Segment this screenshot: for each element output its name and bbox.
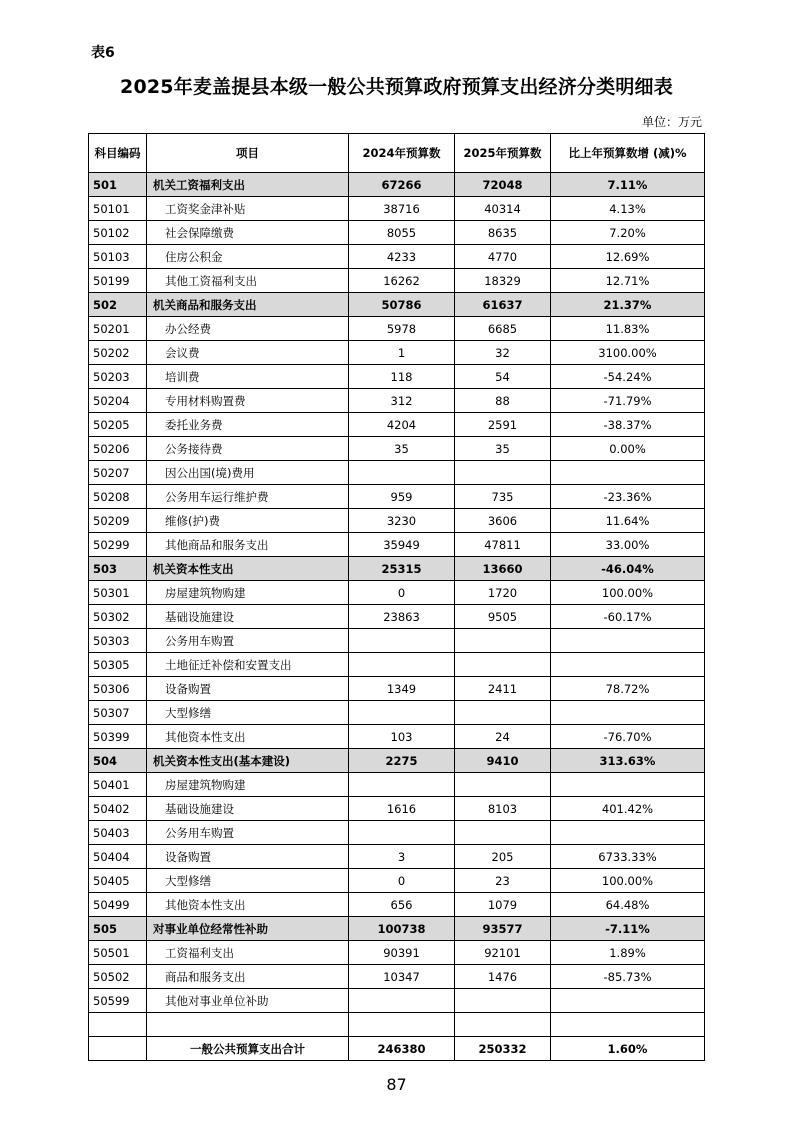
code-cell: 50207 <box>89 461 147 485</box>
item-cell: 工资奖金津补贴 <box>147 197 349 221</box>
item-cell: 其他商品和服务支出 <box>147 533 349 557</box>
table-row <box>89 221 705 245</box>
value-2024-cell: 103 <box>349 725 455 749</box>
table-row <box>89 725 705 749</box>
item-cell: 房屋建筑物购建 <box>147 773 349 797</box>
code-cell: 50206 <box>89 437 147 461</box>
total-change-cell: 1.60% <box>551 1037 705 1061</box>
value-2025-cell: 93577 <box>455 917 551 941</box>
code-cell <box>89 1013 147 1037</box>
value-2025-cell: 40314 <box>455 197 551 221</box>
table-header-row <box>89 134 705 173</box>
change-cell: 21.37% <box>551 293 705 317</box>
code-cell: 50102 <box>89 221 147 245</box>
code-cell: 50401 <box>89 773 147 797</box>
item-cell: 专用材料购置费 <box>147 389 349 413</box>
value-2024-cell: 23863 <box>349 605 455 629</box>
table-row <box>89 245 705 269</box>
page-title: 2025年麦盖提县本级一般公共预算政府预算支出经济分类明细表 <box>120 76 673 98</box>
table-row <box>89 821 705 845</box>
table-row <box>89 437 705 461</box>
value-2024-cell: 25315 <box>349 557 455 581</box>
item-cell: 培训费 <box>147 365 349 389</box>
item-cell: 办公经费 <box>147 317 349 341</box>
value-2024-cell: 2275 <box>349 749 455 773</box>
value-2025-cell: 47811 <box>455 533 551 557</box>
change-cell <box>551 701 705 725</box>
column-header-item: 项目 <box>147 134 349 173</box>
change-cell: 12.69% <box>551 245 705 269</box>
item-cell: 机关商品和服务支出 <box>147 293 349 317</box>
value-2025-cell: 8635 <box>455 221 551 245</box>
value-2025-cell: 6685 <box>455 317 551 341</box>
change-cell: -7.11% <box>551 917 705 941</box>
column-header-change: 比上年预算数增 (减)% <box>551 134 705 173</box>
table-row <box>89 653 705 677</box>
item-cell: 委托业务费 <box>147 413 349 437</box>
change-cell: -71.79% <box>551 389 705 413</box>
value-2024-cell: 10347 <box>349 965 455 989</box>
change-cell: 100.00% <box>551 581 705 605</box>
item-cell: 公务用车运行维护费 <box>147 485 349 509</box>
code-cell: 50502 <box>89 965 147 989</box>
code-cell: 50209 <box>89 509 147 533</box>
value-2025-cell: 88 <box>455 389 551 413</box>
value-2025-cell: 4770 <box>455 245 551 269</box>
column-header-2024: 2024年预算数 <box>349 134 455 173</box>
item-cell: 大型修缮 <box>147 701 349 725</box>
value-2025-cell: 735 <box>455 485 551 509</box>
change-cell: 7.11% <box>551 173 705 197</box>
change-cell <box>551 653 705 677</box>
code-cell: 50208 <box>89 485 147 509</box>
value-2025-cell <box>455 773 551 797</box>
value-2024-cell: 312 <box>349 389 455 413</box>
budget-table <box>88 133 705 1061</box>
table-row <box>89 629 705 653</box>
change-cell: -54.24% <box>551 365 705 389</box>
table-row <box>89 485 705 509</box>
value-2024-cell: 90391 <box>349 941 455 965</box>
item-cell: 基础设施建设 <box>147 797 349 821</box>
item-cell: 维修(护)费 <box>147 509 349 533</box>
value-2024-cell: 118 <box>349 365 455 389</box>
item-cell: 公务用车购置 <box>147 629 349 653</box>
change-cell: 4.13% <box>551 197 705 221</box>
table-body <box>89 173 705 1061</box>
item-cell: 设备购置 <box>147 677 349 701</box>
table-row <box>89 197 705 221</box>
table-row <box>89 941 705 965</box>
table-row <box>89 869 705 893</box>
change-cell: 64.48% <box>551 893 705 917</box>
category-row <box>89 173 705 197</box>
code-cell: 50203 <box>89 365 147 389</box>
change-cell <box>551 773 705 797</box>
change-cell: -38.37% <box>551 413 705 437</box>
item-cell: 公务用车购置 <box>147 821 349 845</box>
value-2024-cell: 0 <box>349 581 455 605</box>
change-cell <box>551 629 705 653</box>
value-2025-cell: 9505 <box>455 605 551 629</box>
code-cell: 50202 <box>89 341 147 365</box>
code-cell: 503 <box>89 557 147 581</box>
code-cell: 50303 <box>89 629 147 653</box>
item-cell: 其他资本性支出 <box>147 893 349 917</box>
value-2025-cell: 9410 <box>455 749 551 773</box>
item-cell: 其他对事业单位补助 <box>147 989 349 1013</box>
code-cell: 50199 <box>89 269 147 293</box>
table-row <box>89 317 705 341</box>
value-2024-cell <box>349 653 455 677</box>
change-cell: 1.89% <box>551 941 705 965</box>
code-cell: 50204 <box>89 389 147 413</box>
table-row <box>89 509 705 533</box>
item-cell: 商品和服务支出 <box>147 965 349 989</box>
change-cell: 7.20% <box>551 221 705 245</box>
value-2025-cell: 72048 <box>455 173 551 197</box>
column-header-2025: 2025年预算数 <box>455 134 551 173</box>
value-2024-cell: 3 <box>349 845 455 869</box>
change-cell: 100.00% <box>551 869 705 893</box>
code-cell: 50103 <box>89 245 147 269</box>
value-2025-cell: 1720 <box>455 581 551 605</box>
value-2024-cell: 1349 <box>349 677 455 701</box>
code-cell: 50307 <box>89 701 147 725</box>
value-2025-cell: 24 <box>455 725 551 749</box>
value-2025-cell <box>455 653 551 677</box>
code-cell: 50201 <box>89 317 147 341</box>
item-cell: 机关资本性支出 <box>147 557 349 581</box>
value-2025-cell: 92101 <box>455 941 551 965</box>
code-cell: 50403 <box>89 821 147 845</box>
change-cell: 6733.33% <box>551 845 705 869</box>
value-2025-cell <box>455 461 551 485</box>
table-row <box>89 605 705 629</box>
change-cell: 313.63% <box>551 749 705 773</box>
value-2024-cell <box>349 1013 455 1037</box>
value-2025-cell: 205 <box>455 845 551 869</box>
item-cell <box>147 1013 349 1037</box>
value-2024-cell: 100738 <box>349 917 455 941</box>
item-cell: 基础设施建设 <box>147 605 349 629</box>
code-cell: 50205 <box>89 413 147 437</box>
table-row <box>89 773 705 797</box>
table-row <box>89 413 705 437</box>
change-cell <box>551 821 705 845</box>
value-2024-cell: 656 <box>349 893 455 917</box>
value-2024-cell: 4233 <box>349 245 455 269</box>
code-cell: 50599 <box>89 989 147 1013</box>
code-cell: 50405 <box>89 869 147 893</box>
code-cell: 50101 <box>89 197 147 221</box>
value-2025-cell: 23 <box>455 869 551 893</box>
value-2025-cell: 3606 <box>455 509 551 533</box>
table-row <box>89 269 705 293</box>
total-2024-cell: 246380 <box>349 1037 455 1061</box>
change-cell: 3100.00% <box>551 341 705 365</box>
item-cell: 会议费 <box>147 341 349 365</box>
value-2024-cell: 50786 <box>349 293 455 317</box>
value-2025-cell <box>455 629 551 653</box>
change-cell: 11.83% <box>551 317 705 341</box>
table-number-label: 表6 <box>91 45 115 61</box>
item-cell: 机关资本性支出(基本建设) <box>147 749 349 773</box>
value-2024-cell: 67266 <box>349 173 455 197</box>
item-cell: 因公出国(境)费用 <box>147 461 349 485</box>
table-row <box>89 797 705 821</box>
value-2024-cell <box>349 461 455 485</box>
table-row <box>89 581 705 605</box>
item-cell: 公务接待费 <box>147 437 349 461</box>
value-2024-cell <box>349 989 455 1013</box>
value-2025-cell: 13660 <box>455 557 551 581</box>
value-2025-cell: 8103 <box>455 797 551 821</box>
value-2024-cell <box>349 701 455 725</box>
item-cell: 对事业单位经常性补助 <box>147 917 349 941</box>
value-2025-cell: 61637 <box>455 293 551 317</box>
value-2024-cell: 0 <box>349 869 455 893</box>
value-2024-cell: 38716 <box>349 197 455 221</box>
code-cell: 50302 <box>89 605 147 629</box>
total-code-cell <box>89 1037 147 1061</box>
change-cell: 11.64% <box>551 509 705 533</box>
code-cell: 50305 <box>89 653 147 677</box>
value-2024-cell: 5978 <box>349 317 455 341</box>
page-number: 87 <box>386 1075 407 1094</box>
value-2025-cell: 1079 <box>455 893 551 917</box>
code-cell: 505 <box>89 917 147 941</box>
value-2024-cell <box>349 773 455 797</box>
value-2024-cell: 959 <box>349 485 455 509</box>
value-2024-cell <box>349 821 455 845</box>
change-cell: 401.42% <box>551 797 705 821</box>
item-cell: 住房公积金 <box>147 245 349 269</box>
change-cell: -60.17% <box>551 605 705 629</box>
code-cell: 50501 <box>89 941 147 965</box>
table-row <box>89 845 705 869</box>
value-2025-cell: 35 <box>455 437 551 461</box>
code-cell: 50404 <box>89 845 147 869</box>
table-row <box>89 389 705 413</box>
value-2024-cell: 3230 <box>349 509 455 533</box>
table-row <box>89 989 705 1013</box>
table-row <box>89 1013 705 1037</box>
item-cell: 房屋建筑物购建 <box>147 581 349 605</box>
category-row <box>89 557 705 581</box>
code-cell: 50399 <box>89 725 147 749</box>
value-2025-cell: 1476 <box>455 965 551 989</box>
value-2024-cell: 16262 <box>349 269 455 293</box>
code-cell: 50301 <box>89 581 147 605</box>
value-2025-cell <box>455 701 551 725</box>
change-cell: 78.72% <box>551 677 705 701</box>
value-2025-cell: 18329 <box>455 269 551 293</box>
change-cell: -85.73% <box>551 965 705 989</box>
item-cell: 其他资本性支出 <box>147 725 349 749</box>
value-2024-cell: 35949 <box>349 533 455 557</box>
item-cell: 机关工资福利支出 <box>147 173 349 197</box>
change-cell: -76.70% <box>551 725 705 749</box>
value-2024-cell: 4204 <box>349 413 455 437</box>
item-cell: 社会保障缴费 <box>147 221 349 245</box>
change-cell <box>551 1013 705 1037</box>
value-2024-cell <box>349 629 455 653</box>
change-cell: 33.00% <box>551 533 705 557</box>
code-cell: 502 <box>89 293 147 317</box>
change-cell <box>551 461 705 485</box>
unit-label: 单位：万元 <box>641 115 702 129</box>
column-header-code: 科目编码 <box>89 134 147 173</box>
value-2024-cell: 1616 <box>349 797 455 821</box>
total-2025-cell: 250332 <box>455 1037 551 1061</box>
table-row <box>89 677 705 701</box>
table-row <box>89 341 705 365</box>
change-cell: -23.36% <box>551 485 705 509</box>
category-row <box>89 917 705 941</box>
value-2024-cell: 8055 <box>349 221 455 245</box>
value-2024-cell: 35 <box>349 437 455 461</box>
item-cell: 其他工资福利支出 <box>147 269 349 293</box>
table-row <box>89 893 705 917</box>
code-cell: 50306 <box>89 677 147 701</box>
value-2024-cell: 1 <box>349 341 455 365</box>
total-row <box>89 1037 705 1061</box>
code-cell: 504 <box>89 749 147 773</box>
change-cell: 0.00% <box>551 437 705 461</box>
table-row <box>89 461 705 485</box>
item-cell: 大型修缮 <box>147 869 349 893</box>
table-row <box>89 965 705 989</box>
value-2025-cell <box>455 989 551 1013</box>
code-cell: 50299 <box>89 533 147 557</box>
value-2025-cell: 2591 <box>455 413 551 437</box>
category-row <box>89 749 705 773</box>
table-row <box>89 365 705 389</box>
value-2025-cell <box>455 1013 551 1037</box>
code-cell: 50499 <box>89 893 147 917</box>
value-2025-cell: 54 <box>455 365 551 389</box>
code-cell: 50402 <box>89 797 147 821</box>
value-2025-cell: 32 <box>455 341 551 365</box>
change-cell: -46.04% <box>551 557 705 581</box>
table-row <box>89 533 705 557</box>
item-cell: 土地征迁补偿和安置支出 <box>147 653 349 677</box>
total-name-cell: 一般公共预算支出合计 <box>147 1037 349 1061</box>
code-cell: 501 <box>89 173 147 197</box>
table-row <box>89 701 705 725</box>
category-row <box>89 293 705 317</box>
change-cell: 12.71% <box>551 269 705 293</box>
item-cell: 设备购置 <box>147 845 349 869</box>
value-2025-cell <box>455 821 551 845</box>
value-2025-cell: 2411 <box>455 677 551 701</box>
change-cell <box>551 989 705 1013</box>
item-cell: 工资福利支出 <box>147 941 349 965</box>
